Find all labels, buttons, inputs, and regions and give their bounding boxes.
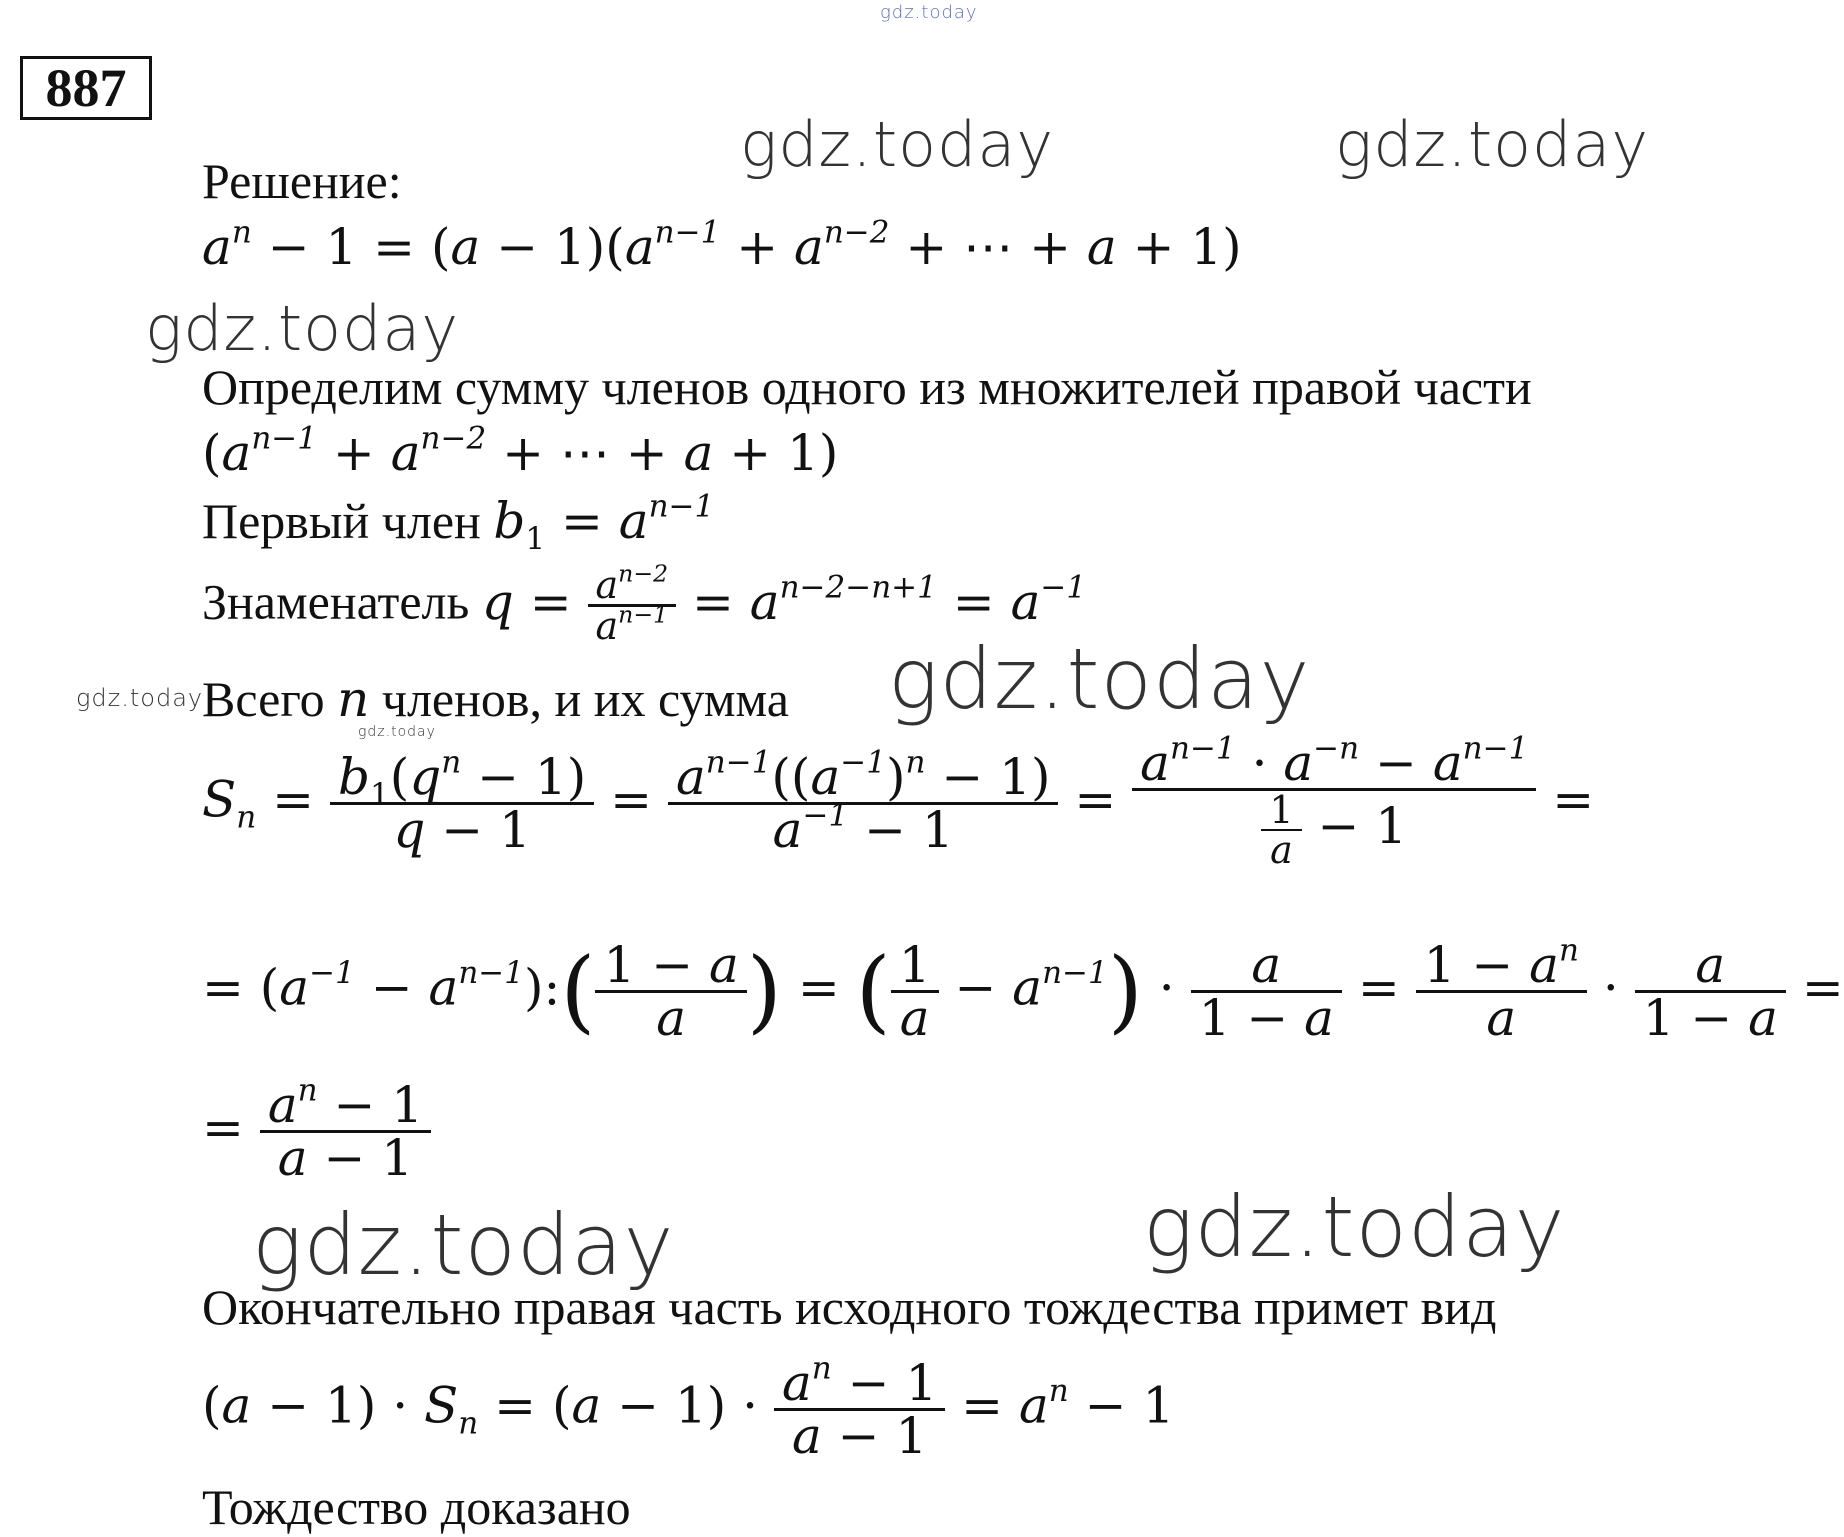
identity-formula: $a^n - 1 = (a - 1)(a^{n-1} + a^{n-2}$ + ⋯ + a + 1): [202, 214, 1242, 276]
define-sum-text: Определим сумму членов одного из множителей правой части: [202, 359, 1532, 415]
ratio-fraction: $\frac{a^{n-2}}{a^{n-1}}$: [588, 566, 677, 645]
sum-result: = $\frac{a^n - 1}{a - 1}$: [202, 1080, 431, 1183]
ratio-label: Знаменатель: [202, 573, 470, 630]
sum-fraction-3: $a^{n-1} \cdot a^{-n} - a^{n-1}$ $\frac{1}{a}$ − 1: [1132, 738, 1536, 869]
watermark: gdz.today: [252, 1196, 675, 1294]
watermark: gdz.today: [888, 630, 1311, 728]
total-line: Всего n членов, и их сумма: [202, 670, 789, 728]
watermark: gdz.today: [740, 108, 1055, 181]
final-formula: $(a - 1) \cdot S_n = (a - 1)$ · $\frac{a^n - 1}{a - 1}$ = $a^n - 1$: [202, 1350, 1175, 1465]
watermark: gdz.today: [76, 684, 204, 712]
factor-formula: ($a^{n-1} + a^{n-2}$ + ⋯ + a + 1): [202, 420, 839, 482]
proved-text: Тождество доказано: [202, 1479, 631, 1535]
final-form-text: Окончательно правая часть исходного тождества примет вид: [202, 1279, 1497, 1335]
watermark: gdz.today: [1335, 108, 1650, 181]
sum-formula-1: $S_n$ = $\frac{b_1(q^n - 1)}{q - 1}$ = $\frac{a^{n-1}((a^{-1})^n - 1)}{a^{-1} - 1}$ = $a^{n-1} \cdot a^{-n} - a^{n-1}$ $\frac{1}{a}$ − 1 =: [202, 730, 1595, 872]
watermark: gdz.today: [1143, 1178, 1566, 1276]
problem-number: 887: [20, 56, 152, 120]
solution-label: Решение:: [202, 153, 402, 209]
watermark: gdz.today: [880, 2, 978, 23]
sum-fraction-1: $\frac{b_1(q^n - 1)}{q - 1}$: [330, 752, 594, 855]
sum-formula-2: = ($a^{-1}$ − $a^{n-1}$):( $\frac{1 - a}{a}$ ) = ( $\frac{1}{a}$ − $a^{n-1}$) · $\frac{a}{1 - a}$ = $\frac{1 - a^n}{a}$ · $\frac{a}{1 - a}$ =: [202, 932, 1844, 1047]
watermark: gdz.today: [358, 724, 436, 740]
watermark: gdz.today: [145, 292, 460, 365]
first-term-line: Первый член $b_1 = a^{n-1}$: [202, 488, 715, 557]
total-prefix: Всего: [202, 671, 325, 727]
ratio-line: Знаменатель q = $\frac{a^{n-2}}{a^{n-1}}$ = $a^{n-2-n+1} = a^{-1}$: [202, 559, 1087, 648]
total-suffix: членов, и их сумма: [381, 671, 789, 727]
first-term-label: Первый член: [202, 493, 481, 549]
sum-fraction-2: $\frac{a^{n-1}((a^{-1})^n - 1)}{a^{-1} - 1}$: [668, 752, 1059, 855]
